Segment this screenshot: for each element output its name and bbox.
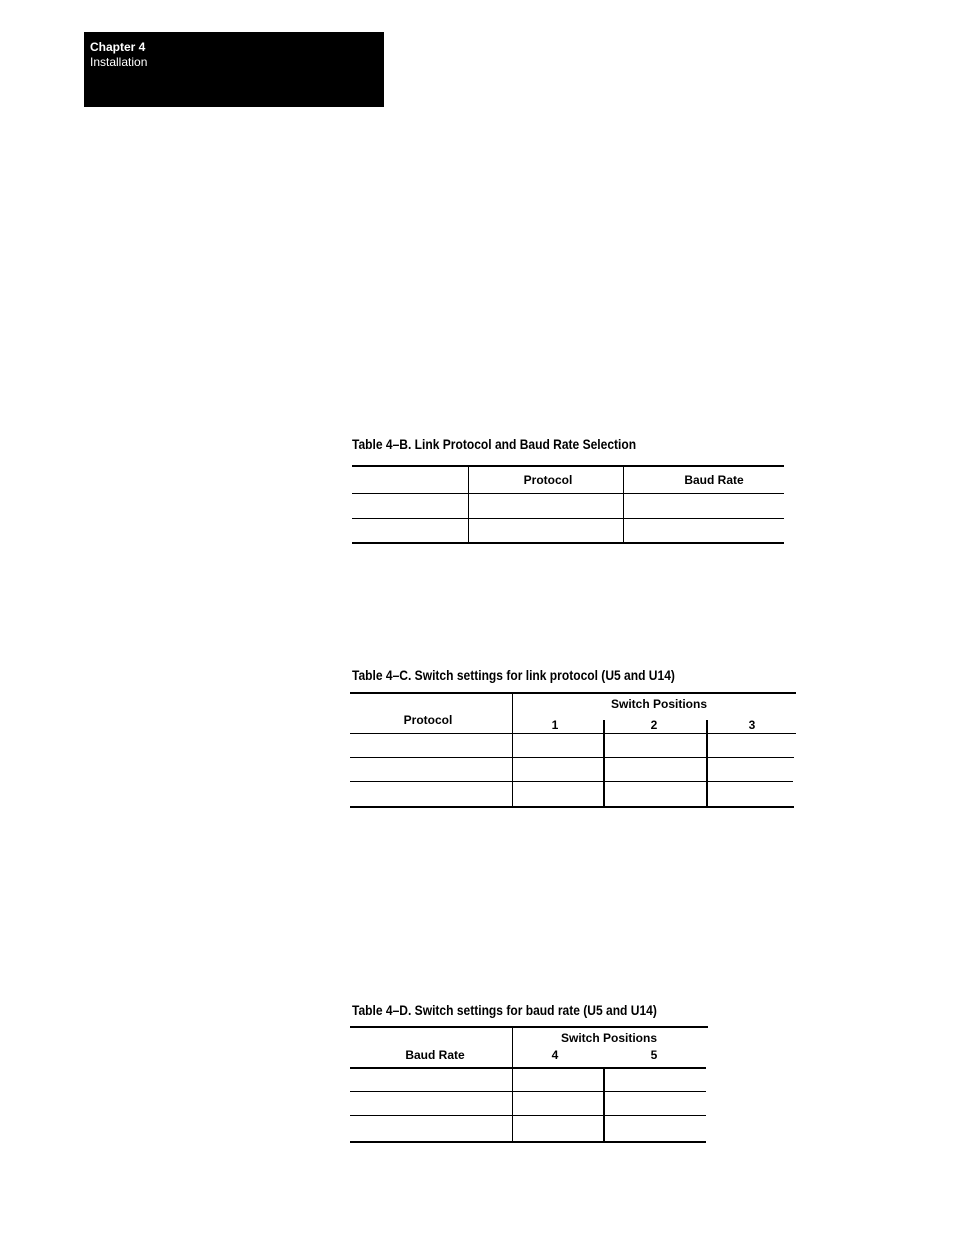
table-d-row-rule <box>350 1091 706 1092</box>
table-d-header-rule <box>350 1067 706 1069</box>
table-c-header-switch-1: 1 <box>551 718 559 732</box>
table-d-group-header: Switch Positions <box>560 1031 658 1045</box>
table-c-header-protocol: Protocol <box>403 713 453 727</box>
table-b-col-divider <box>468 466 469 543</box>
table-b-caption: Table 4–B. Link Protocol and Baud Rate Selection <box>352 436 637 452</box>
table-b-row-rule <box>352 518 784 519</box>
table-c-col-divider <box>706 720 708 807</box>
table-c-header-rule <box>350 733 796 734</box>
table-d-bottom-rule <box>350 1141 706 1143</box>
table-b-header-protocol: Protocol <box>523 473 573 487</box>
table-c-row-rule <box>350 781 793 782</box>
table-c-header-switch-3: 3 <box>748 718 756 732</box>
table-d-header-switch-5: 5 <box>650 1048 658 1062</box>
table-b-top-rule <box>352 465 784 467</box>
table-d-caption: Table 4–D. Switch settings for baud rate (U5 and U14) <box>352 1002 657 1018</box>
table-c-col-divider <box>512 693 513 807</box>
table-d-header-switch-4: 4 <box>551 1048 559 1062</box>
chapter-header <box>84 32 384 107</box>
table-d-top-rule <box>350 1026 708 1028</box>
table-c-group-header: Switch Positions <box>610 697 708 711</box>
table-c-bottom-rule <box>350 806 794 808</box>
table-b-col-divider <box>623 466 624 543</box>
table-b-header-rule <box>352 493 784 494</box>
table-d-header-baud-rate: Baud Rate <box>405 1048 465 1062</box>
table-c-col-divider <box>603 720 605 807</box>
table-d-row-rule <box>350 1115 706 1116</box>
chapter-section: Installation <box>90 55 148 69</box>
table-c-caption: Table 4–C. Switch settings for link protocol (U5 and U14) <box>352 667 675 683</box>
table-d-col-divider <box>512 1027 513 1143</box>
table-b-bottom-rule <box>352 542 784 544</box>
chapter-title: Chapter 4 <box>90 40 146 54</box>
table-b-header-baud-rate: Baud Rate <box>684 473 744 487</box>
table-c-header-switch-2: 2 <box>650 718 658 732</box>
table-c-row-rule <box>350 757 794 758</box>
table-c-top-rule <box>350 692 796 694</box>
table-d-col-divider <box>603 1068 605 1143</box>
